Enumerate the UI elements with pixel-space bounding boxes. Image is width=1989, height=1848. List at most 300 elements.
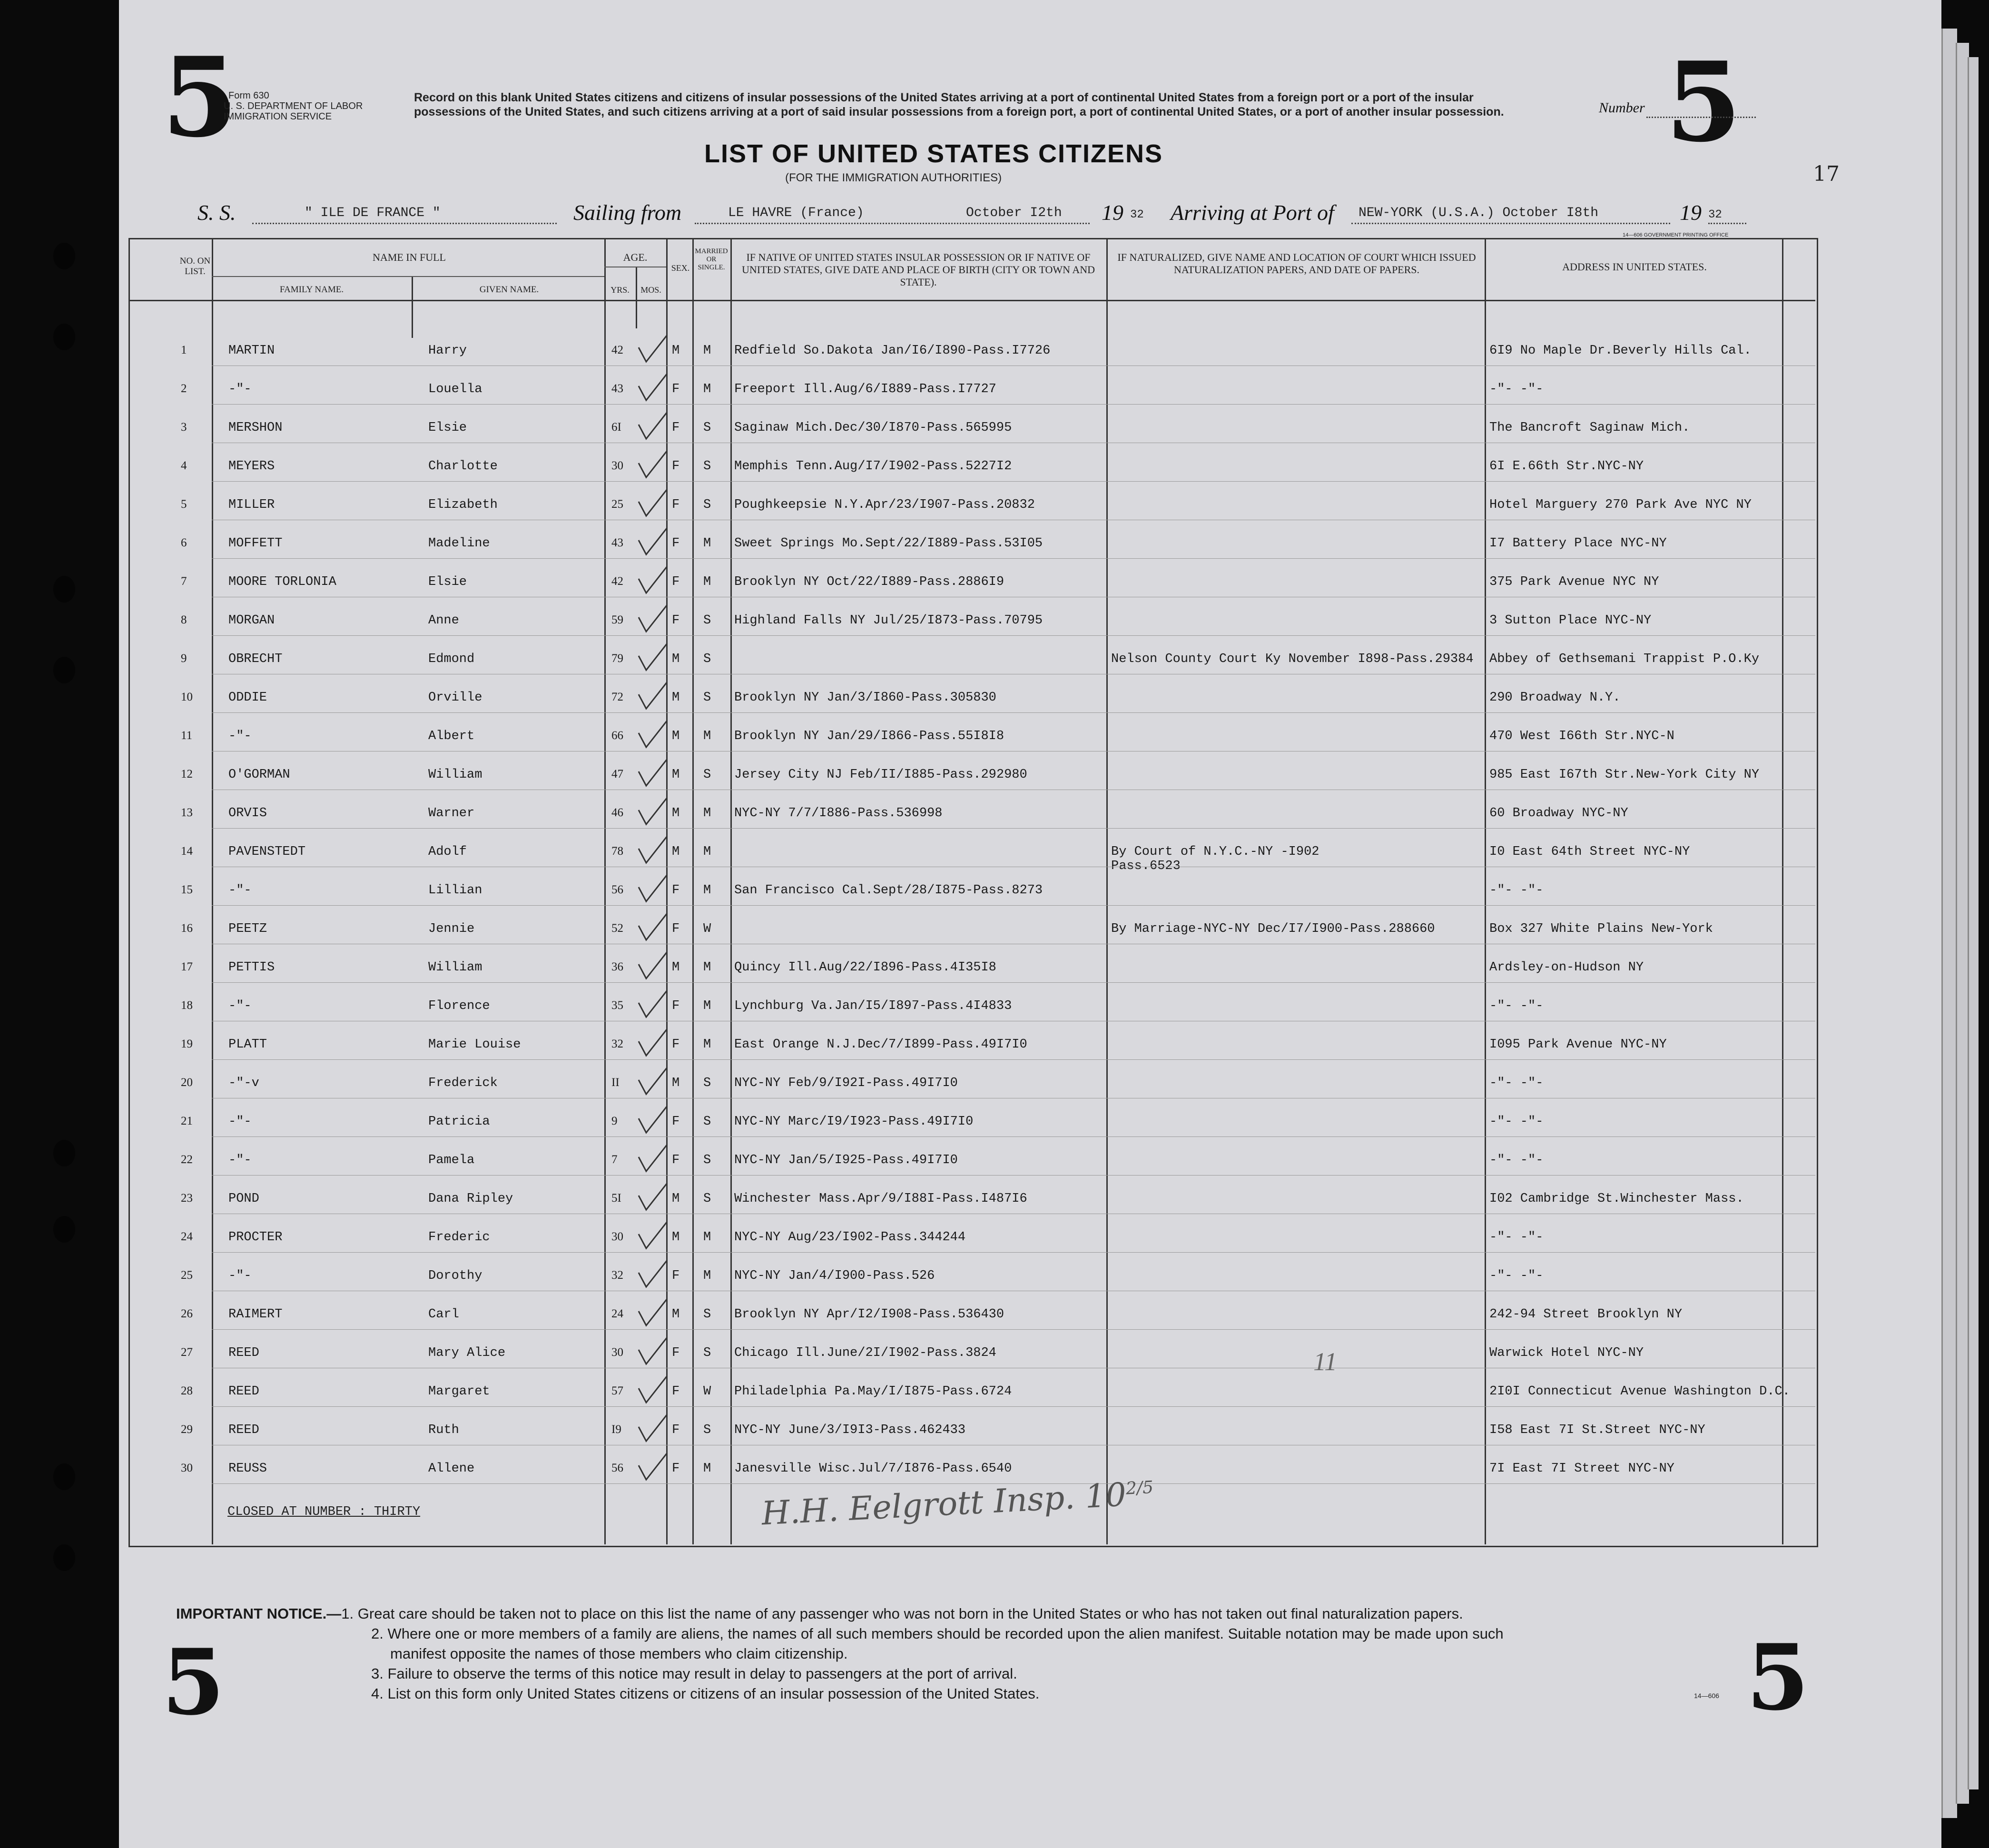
row-number: 4 xyxy=(181,459,187,472)
age-years: 32 xyxy=(611,1269,623,1282)
check-mark-icon xyxy=(637,834,670,868)
birth-info: Highland Falls NY Jul/25/I873-Pass.70795 xyxy=(734,613,1043,628)
form-code: 14—606 xyxy=(1694,1692,1719,1700)
table-row xyxy=(128,1335,1815,1374)
check-mark-icon xyxy=(637,1335,670,1369)
ship-name-line xyxy=(252,223,557,224)
marital-status: S xyxy=(703,1423,711,1437)
family-name: MOORE TORLONIA xyxy=(228,575,336,589)
notice-item-4: 4. List on this form only United States citizens or citizens of an insular possession of the United States. xyxy=(371,1685,1040,1702)
col-married-single: MARRIED OR SINGLE. xyxy=(695,247,728,271)
family-name: RAIMERT xyxy=(228,1307,283,1322)
given-name: Albert xyxy=(428,729,475,743)
col-name-in-full: NAME IN FULL xyxy=(373,251,446,263)
family-name: MARTIN xyxy=(228,344,275,358)
family-name: PAVENSTEDT xyxy=(228,845,306,859)
row-number: 19 xyxy=(181,1038,193,1050)
table-row xyxy=(128,988,1815,1027)
sex: M xyxy=(672,652,680,666)
age-years: II xyxy=(611,1076,620,1089)
marital-status: M xyxy=(703,960,711,975)
check-mark-icon xyxy=(637,410,670,444)
notice-item-3: 3. Failure to observe the terms of this notice may result in delay to passengers at the port of arrival. xyxy=(371,1665,1017,1682)
age-years: 79 xyxy=(611,652,623,665)
marital-status: S xyxy=(703,421,711,435)
age-years: 36 xyxy=(611,960,623,973)
row-number: 9 xyxy=(181,652,187,665)
us-address: -"- -"- xyxy=(1489,1115,1544,1129)
us-address: I02 Cambridge St.Winchester Mass. xyxy=(1489,1192,1744,1206)
row-number: 14 xyxy=(181,845,193,858)
check-mark-icon xyxy=(637,449,670,482)
page-title: LIST OF UNITED STATES CITIZENS xyxy=(704,139,1163,168)
number-underline xyxy=(1646,117,1756,118)
family-name: PLATT xyxy=(228,1038,267,1052)
family-name: -"- xyxy=(228,1115,252,1129)
marital-status: S xyxy=(703,498,711,512)
check-mark-icon xyxy=(637,372,670,405)
age-years: 43 xyxy=(611,536,623,549)
row-rule xyxy=(212,982,1815,983)
row-number: 21 xyxy=(181,1115,193,1127)
check-mark-icon xyxy=(637,1066,670,1099)
age-years: 24 xyxy=(611,1307,623,1320)
row-rule xyxy=(212,1406,1815,1407)
sailing-date: October I2th xyxy=(966,206,1062,220)
row-number: 20 xyxy=(181,1076,193,1089)
us-address: 242-94 Street Brooklyn NY xyxy=(1489,1307,1683,1322)
given-name: Jennie xyxy=(428,922,475,936)
us-address: 6I9 No Maple Dr.Beverly Hills Cal. xyxy=(1489,344,1752,358)
row-number: 27 xyxy=(181,1346,193,1359)
table-row xyxy=(128,834,1815,872)
row-number: 11 xyxy=(181,729,193,742)
table-row xyxy=(128,757,1815,795)
row-number: 6 xyxy=(181,536,187,549)
notice-item-2: 2. Where one or more members of a family are aliens, the names of all such members should be recorded upon the alien manifest. Suitable notation may be made upon such xyxy=(371,1625,1504,1642)
age-years: 42 xyxy=(611,575,623,588)
col-birth: IF NATIVE OF UNITED STATES INSULAR POSSESSION OR IF NATIVE OF UNITED STATES, GIVE DATE AND PLACE OF BIRTH (CITY OR TOWN AND STATE). xyxy=(741,251,1095,288)
given-name: Warner xyxy=(428,806,475,820)
handwritten-mark: 11 xyxy=(1313,1347,1337,1376)
age-years: 30 xyxy=(611,459,623,472)
us-address: -"- -"- xyxy=(1489,883,1544,898)
age-years: 25 xyxy=(611,498,623,511)
punch-hole xyxy=(53,657,75,683)
row-number: 24 xyxy=(181,1230,193,1243)
given-name: Pamela xyxy=(428,1153,475,1167)
us-address: 6I E.66th Str.NYC-NY xyxy=(1489,459,1644,474)
check-mark-icon xyxy=(637,719,670,752)
row-number: 8 xyxy=(181,613,187,626)
family-name: ODDIE xyxy=(228,691,267,705)
given-name: Louella xyxy=(428,382,482,396)
sex: M xyxy=(672,806,680,820)
age-years: 59 xyxy=(611,613,623,626)
row-number: 15 xyxy=(181,883,193,896)
check-mark-icon xyxy=(637,1104,670,1137)
row-number: 28 xyxy=(181,1384,193,1397)
table-row xyxy=(128,1027,1815,1065)
given-name: Florence xyxy=(428,999,490,1013)
birth-info: Brooklyn NY Jan/29/I866-Pass.55I8I8 xyxy=(734,729,1004,743)
marital-status: M xyxy=(703,999,711,1013)
age-years: 56 xyxy=(611,883,623,896)
col-sex: SEX. xyxy=(671,263,690,273)
given-name: Dana Ripley xyxy=(428,1192,513,1206)
row-rule xyxy=(212,404,1815,405)
table-row xyxy=(128,1143,1815,1181)
punch-hole xyxy=(53,243,75,269)
age-years: 43 xyxy=(611,382,623,395)
birth-info: Brooklyn NY Jan/3/I860-Pass.305830 xyxy=(734,691,996,705)
table-row xyxy=(128,719,1815,757)
given-name: Margaret xyxy=(428,1384,490,1399)
check-mark-icon xyxy=(637,1374,670,1407)
family-name: MEYERS xyxy=(228,459,275,474)
age-years: 30 xyxy=(611,1230,623,1243)
age-years: 46 xyxy=(611,806,623,819)
sex: M xyxy=(672,960,680,975)
page-number: 17 xyxy=(1813,162,1840,186)
given-name: Anne xyxy=(428,613,459,628)
arrival-port-date: NEW-YORK (U.S.A.) October I8th xyxy=(1359,206,1599,220)
row-rule xyxy=(212,481,1815,482)
table-row xyxy=(128,1297,1815,1335)
sailing-year: 32 xyxy=(1130,208,1144,221)
birth-info: Jersey City NJ Feb/II/I885-Pass.292980 xyxy=(734,768,1027,782)
check-mark-icon xyxy=(637,1413,670,1446)
arriving-label: Arriving at Port of xyxy=(1171,200,1334,225)
given-name: Marie Louise xyxy=(428,1038,521,1052)
family-name: -"- xyxy=(228,382,252,396)
check-mark-icon xyxy=(637,757,670,791)
us-address: 60 Broadway NYC-NY xyxy=(1489,806,1628,820)
given-name: Elsie xyxy=(428,575,467,589)
row-number: 25 xyxy=(181,1269,193,1282)
marital-status: M xyxy=(703,536,711,551)
given-name: William xyxy=(428,768,482,782)
row-number: 3 xyxy=(181,421,187,434)
birth-info: Redfield So.Dakota Jan/I6/I890-Pass.I7726 xyxy=(734,344,1051,358)
check-mark-icon xyxy=(637,1220,670,1253)
row-number: 1 xyxy=(181,344,187,356)
us-address: I0 East 64th Street NYC-NY xyxy=(1489,845,1690,859)
arrival-year-line xyxy=(1708,223,1746,224)
sex: F xyxy=(672,382,680,396)
birth-info: Poughkeepsie N.Y.Apr/23/I907-Pass.20832 xyxy=(734,498,1035,512)
birth-info: NYC-NY Marc/I9/I923-Pass.49I7I0 xyxy=(734,1115,974,1129)
inspector-signature: H.H. Eelgrott Insp. $10^{2/5}$ xyxy=(760,1476,1154,1533)
given-name: Frederic xyxy=(428,1230,490,1245)
marital-status: S xyxy=(703,1076,711,1090)
sex: M xyxy=(672,1192,680,1206)
sex: F xyxy=(672,421,680,435)
marital-status: M xyxy=(703,845,711,859)
us-address: -"- -"- xyxy=(1489,1230,1544,1245)
age-years: 5I xyxy=(611,1192,621,1205)
family-name: O'GORMAN xyxy=(228,768,290,782)
sex: M xyxy=(672,768,680,782)
sex: F xyxy=(672,999,680,1013)
table-row xyxy=(128,1220,1815,1258)
marital-status: M xyxy=(703,1230,711,1245)
given-name: Ruth xyxy=(428,1423,459,1437)
row-rule xyxy=(212,1059,1815,1060)
table-row xyxy=(128,564,1815,603)
given-name: Charlotte xyxy=(428,459,498,474)
given-name: Edmond xyxy=(428,652,475,666)
family-name: -"- xyxy=(228,1153,252,1167)
us-address: 2I0I Connecticut Avenue Washington D.C. xyxy=(1489,1384,1790,1399)
row-number: 26 xyxy=(181,1307,193,1320)
sex: M xyxy=(672,1230,680,1245)
notice-item-1: 1. Great care should be taken not to place on this list the name of any passenger who was not born in the United States or who has not taken out final naturalization papers. xyxy=(341,1605,1463,1622)
table-row xyxy=(128,1104,1815,1142)
family-name: -"- xyxy=(228,883,252,898)
family-name: -"-v xyxy=(228,1076,259,1090)
check-mark-icon xyxy=(637,642,670,675)
header-rule xyxy=(212,276,604,277)
header-bottom-rule xyxy=(128,300,1815,301)
us-address: Warwick Hotel NYC-NY xyxy=(1489,1346,1644,1360)
check-mark-icon xyxy=(637,873,670,906)
us-address: Ardsley-on-Hudson NY xyxy=(1489,960,1644,975)
marital-status: W xyxy=(703,1384,711,1399)
family-name: MOFFETT xyxy=(228,536,283,551)
marital-status: S xyxy=(703,613,711,628)
marital-status: S xyxy=(703,1346,711,1360)
service: IMMIGRATION SERVICE xyxy=(224,111,332,122)
birth-info: Memphis Tenn.Aug/I7/I902-Pass.5227I2 xyxy=(734,459,1012,474)
punch-hole xyxy=(53,324,75,350)
family-name: PEETZ xyxy=(228,922,267,936)
birth-info: NYC-NY Jan/4/I900-Pass.526 xyxy=(734,1269,935,1283)
family-name: REED xyxy=(228,1346,259,1360)
col-age: AGE. xyxy=(623,251,648,263)
check-mark-icon xyxy=(637,526,670,559)
us-address: -"- -"- xyxy=(1489,1153,1544,1167)
table-row xyxy=(128,796,1815,834)
marital-status: M xyxy=(703,883,711,898)
us-address: I7 Battery Place NYC-NY xyxy=(1489,536,1667,551)
marital-status: M xyxy=(703,1038,711,1052)
birth-info: NYC-NY Jan/5/I925-Pass.49I7I0 xyxy=(734,1153,958,1167)
us-address: 375 Park Avenue NYC NY xyxy=(1489,575,1659,589)
col-divider xyxy=(636,267,637,328)
us-address: Abbey of Gethsemani Trappist P.O.Ky xyxy=(1489,652,1760,666)
page-stack-edge xyxy=(1968,57,1979,1789)
col-naturalized: IF NATURALIZED, GIVE NAME AND LOCATION OF COURT WHICH ISSUED NATURALIZATION PAPERS, AND DATE OF PAPERS. xyxy=(1117,251,1476,276)
marital-status: W xyxy=(703,922,711,936)
birth-info: San Francisco Cal.Sept/28/I875-Pass.8273 xyxy=(734,883,1043,898)
check-mark-icon xyxy=(637,1451,670,1484)
punch-hole xyxy=(53,1463,75,1490)
age-years: 32 xyxy=(611,1038,623,1050)
corner-number-bottom-right: 5 xyxy=(1746,1624,1810,1730)
family-name: REUSS xyxy=(228,1462,267,1476)
sailing-line xyxy=(695,223,1090,224)
family-name: ORVIS xyxy=(228,806,267,820)
given-name: Dorothy xyxy=(428,1269,482,1283)
us-address: The Bancroft Saginaw Mich. xyxy=(1489,421,1690,435)
given-name: Frederick xyxy=(428,1076,498,1090)
check-mark-icon xyxy=(637,1143,670,1176)
table-row xyxy=(128,372,1815,410)
row-number: 30 xyxy=(181,1462,193,1474)
family-name: OBRECHT xyxy=(228,652,283,666)
check-mark-icon xyxy=(637,333,670,366)
sex: M xyxy=(672,1076,680,1090)
marital-status: S xyxy=(703,652,711,666)
important-label: IMPORTANT NOTICE.— xyxy=(176,1605,342,1622)
sailing-port: LE HAVRE (France) xyxy=(728,206,864,220)
check-mark-icon xyxy=(637,1027,670,1060)
given-name: Carl xyxy=(428,1307,459,1322)
row-number: 16 xyxy=(181,922,193,935)
col-yrs: YRS. xyxy=(610,285,630,295)
row-number: 23 xyxy=(181,1192,193,1205)
birth-info: East Orange N.J.Dec/7/I899-Pass.49I7I0 xyxy=(734,1038,1027,1052)
age-years: 6I xyxy=(611,421,621,434)
naturalization-info: By Marriage-NYC-NY Dec/I7/I900-Pass.288660 xyxy=(1111,922,1435,936)
important-notice xyxy=(176,1604,1504,1704)
col-family-name: FAMILY NAME. xyxy=(279,285,344,295)
table-row xyxy=(128,950,1815,988)
table-row xyxy=(128,603,1815,641)
birth-info: NYC-NY June/3/I9I3-Pass.462433 xyxy=(734,1423,966,1437)
us-address: I095 Park Avenue NYC-NY xyxy=(1489,1038,1667,1052)
check-mark-icon xyxy=(637,603,670,636)
birth-info: Philadelphia Pa.May/I/I875-Pass.6724 xyxy=(734,1384,1012,1399)
age-years: 30 xyxy=(611,1346,623,1359)
row-rule xyxy=(212,1175,1815,1176)
family-name: REED xyxy=(228,1423,259,1437)
age-years: 35 xyxy=(611,999,623,1012)
row-number: 12 xyxy=(181,768,193,781)
marital-status: S xyxy=(703,691,711,705)
us-address: I58 East 7I St.Street NYC-NY xyxy=(1489,1423,1705,1437)
check-mark-icon xyxy=(637,1297,670,1330)
col-divider xyxy=(412,276,413,338)
sex: M xyxy=(672,845,680,859)
birth-info: NYC-NY Feb/9/I92I-Pass.49I7I0 xyxy=(734,1076,958,1090)
age-years: 56 xyxy=(611,1462,623,1474)
birth-info: Freeport Ill.Aug/6/I889-Pass.I7727 xyxy=(734,382,996,396)
family-name: -"- xyxy=(228,999,252,1013)
marital-status: S xyxy=(703,768,711,782)
arrival-year: 32 xyxy=(1708,208,1722,221)
corner-number-top-left: 5 xyxy=(162,33,238,162)
marital-status: S xyxy=(703,459,711,474)
page-stack-edge xyxy=(1956,43,1969,1804)
form-number: Form 630 xyxy=(228,90,269,101)
check-mark-icon xyxy=(637,1181,670,1215)
check-mark-icon xyxy=(637,950,670,983)
us-address: -"- -"- xyxy=(1489,382,1544,396)
col-no: NO. ON LIST. xyxy=(179,256,211,277)
row-number: 13 xyxy=(181,806,193,819)
family-name: -"- xyxy=(228,729,252,743)
sex: F xyxy=(672,536,680,551)
corner-number-bottom-left: 5 xyxy=(162,1629,225,1735)
row-rule xyxy=(212,635,1815,636)
us-address: 985 East I67th Str.New-York City NY xyxy=(1489,768,1760,782)
year-prefix-arrival: 19 xyxy=(1680,200,1702,225)
family-name: REED xyxy=(228,1384,259,1399)
age-years: 66 xyxy=(611,729,623,742)
row-number: 5 xyxy=(181,498,187,511)
us-address: Box 327 White Plains New-York xyxy=(1489,922,1713,936)
row-rule xyxy=(212,1136,1815,1137)
family-name: POND xyxy=(228,1192,259,1206)
number-label: Number xyxy=(1599,100,1645,116)
sex: F xyxy=(672,1269,680,1283)
arrival-line xyxy=(1351,223,1670,224)
given-name: Patricia xyxy=(428,1115,490,1129)
birth-info: NYC-NY 7/7/I886-Pass.536998 xyxy=(734,806,943,820)
given-name: Elsie xyxy=(428,421,467,435)
top-notice: Record on this blank United States citizens and citizens of insular possessions of the United States arriving at a port of continental United States from a foreign port or a port of the insular possessions of the United States, and such citizens arriving at a port of said insular possessions from a foreign port, a port of continental United States, or a port of another insular possession. xyxy=(414,91,1504,119)
marital-status: M xyxy=(703,344,711,358)
check-mark-icon xyxy=(637,564,670,598)
col-given-name: GIVEN NAME. xyxy=(479,285,539,295)
given-name: Lillian xyxy=(428,883,482,898)
sex: F xyxy=(672,1423,680,1437)
naturalization-info: Nelson County Court Ky November I898-Pass.29384 xyxy=(1111,652,1474,666)
table-row xyxy=(128,1181,1815,1219)
age-years: 57 xyxy=(611,1384,623,1397)
sex: F xyxy=(672,1038,680,1052)
ss-label: S. S. xyxy=(197,200,236,225)
check-mark-icon xyxy=(637,487,670,521)
us-address: 290 Broadway N.Y. xyxy=(1489,691,1621,705)
row-number: 29 xyxy=(181,1423,193,1436)
us-address: 3 Sutton Place NYC-NY xyxy=(1489,613,1652,628)
table-row xyxy=(128,1451,1815,1489)
sex: F xyxy=(672,1384,680,1399)
marital-status: S xyxy=(703,1192,711,1206)
col-mos: MOS. xyxy=(640,285,661,295)
sex: M xyxy=(672,729,680,743)
sex: F xyxy=(672,1462,680,1476)
us-address: -"- -"- xyxy=(1489,1076,1544,1090)
birth-info: Quincy Ill.Aug/22/I896-Pass.4I35I8 xyxy=(734,960,996,975)
table-row xyxy=(128,410,1815,448)
us-address: 470 West I66th Str.NYC-N xyxy=(1489,729,1674,743)
given-name: Adolf xyxy=(428,845,467,859)
family-name: MILLER xyxy=(228,498,275,512)
row-number: 22 xyxy=(181,1153,193,1166)
age-years: I9 xyxy=(611,1423,621,1436)
sex: F xyxy=(672,922,680,936)
sex: F xyxy=(672,1115,680,1129)
birth-info: Brooklyn NY Apr/I2/I908-Pass.536430 xyxy=(734,1307,1004,1322)
punch-hole xyxy=(53,1216,75,1243)
row-rule xyxy=(212,905,1815,906)
table-row xyxy=(128,680,1815,718)
table-row xyxy=(128,526,1815,564)
closed-note: CLOSED AT NUMBER : THIRTY xyxy=(227,1505,421,1519)
given-name: Madeline xyxy=(428,536,490,551)
table-row xyxy=(128,333,1815,371)
sex: M xyxy=(672,344,680,358)
birth-info: Brooklyn NY Oct/22/I889-Pass.2886I9 xyxy=(734,575,1004,589)
list-number: 5 xyxy=(1665,38,1742,167)
age-years: 47 xyxy=(611,768,623,781)
given-name: Harry xyxy=(428,344,467,358)
given-name: Elizabeth xyxy=(428,498,498,512)
